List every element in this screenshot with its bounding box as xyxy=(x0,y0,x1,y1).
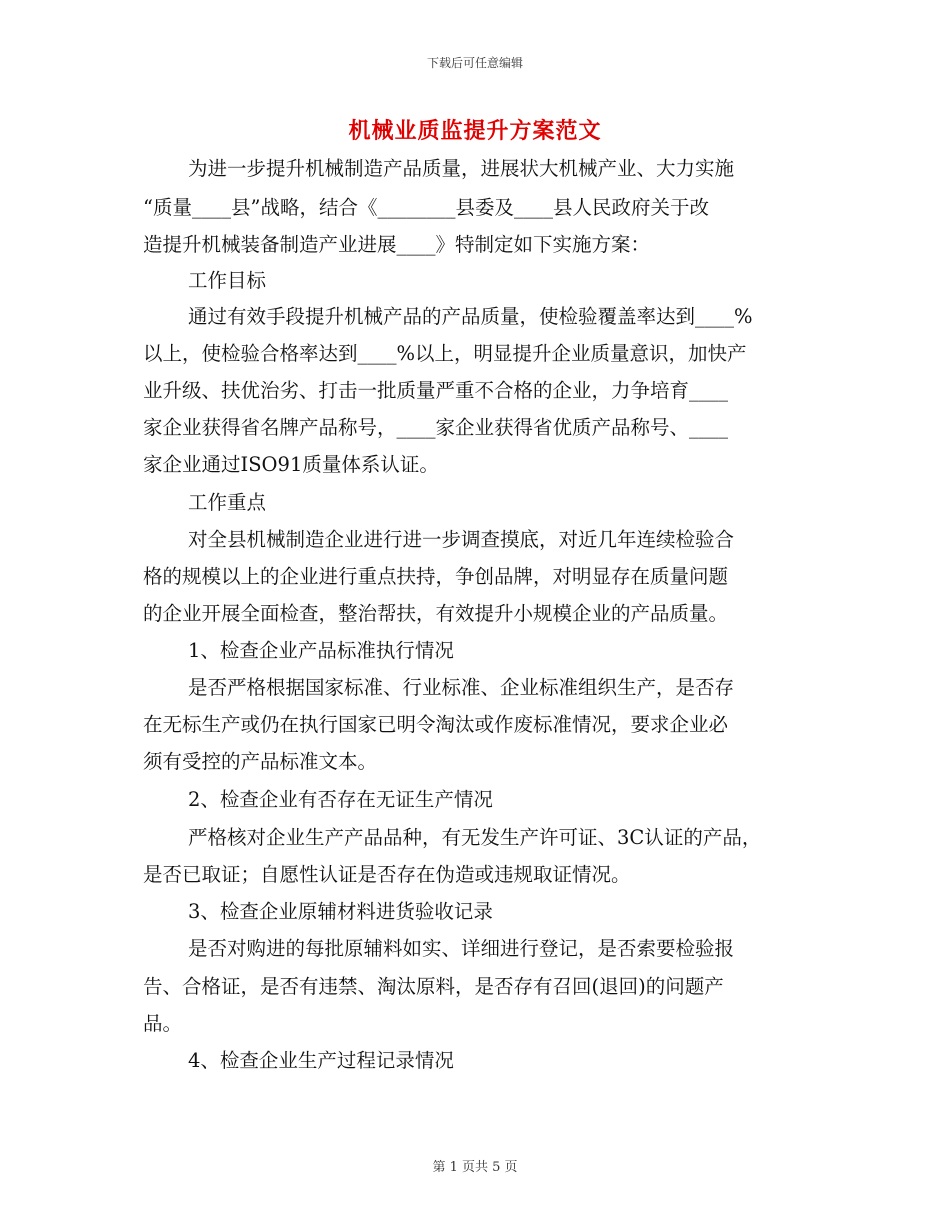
body-line: 造提升机械装备制造产业进展____》特制定如下实施方案： xyxy=(143,233,651,256)
body-line: 须有受控的产品标准文本。 xyxy=(143,750,378,773)
body-line: 对全县机械制造企业进行进一步调查摸底，对近几年连续检验合 xyxy=(188,528,735,551)
subheading-2: 2、检查企业有否存在无证生产情况 xyxy=(188,788,493,811)
body-line: 是否已取证；自愿性认证是否存在伪造或违规取证情况。 xyxy=(143,863,631,886)
subheading-3: 3、检查企业原辅材料进货验收记录 xyxy=(188,900,493,923)
body-line: 告、合格证，是否有违禁、淘汰原料，是否存有召回(退回)的问题产 xyxy=(143,975,724,998)
body-line: 以上，使检验合格率达到____%以上，明显提升企业质量意识，加快产 xyxy=(143,342,747,365)
page-footer: 第 1 页共 5 页 xyxy=(432,1160,518,1175)
subheading-1: 1、检查企业产品标准执行情况 xyxy=(188,639,454,662)
section-heading-focus: 工作重点 xyxy=(188,491,267,514)
body-line: 严格核对企业生产产品品种，有无发生产许可证、3C认证的产品， xyxy=(188,826,762,849)
subheading-4: 4、检查企业生产过程记录情况 xyxy=(188,1049,454,1072)
body-line: 是否对购进的每批原辅料如实、详细进行登记，是否索要检验报 xyxy=(188,937,735,960)
body-line: 为进一步提升机械制造产品质量，进展状大机械产业、大力实施 xyxy=(188,157,735,180)
page-header: 下载后可任意编辑 xyxy=(426,56,523,70)
body-line: 品。 xyxy=(143,1012,183,1035)
body-line: 是否严格根据国家标准、行业标准、企业标准组织生产，是否存 xyxy=(188,676,735,699)
section-heading-goal: 工作目标 xyxy=(188,269,267,292)
body-line: 业升级、扶优治劣、打击一批质量严重不合格的企业，力争培育____ xyxy=(143,379,729,402)
body-line: 家企业获得省名牌产品称号，____家企业获得省优质产品称号、____ xyxy=(143,416,729,439)
body-line: 通过有效手段提升机械产品的产品质量，使检验覆盖率达到____% xyxy=(188,305,753,328)
body-line: 在无标生产或仍在执行国家已明令淘汰或作废标准情况，要求企业必 xyxy=(143,713,729,736)
body-line: 家企业通过ISO91质量体系认证。 xyxy=(143,453,439,476)
body-line: 的企业开展全面检查，整治帮扶，有效提升小规模企业的产品质量。 xyxy=(143,602,729,625)
document-title: 机械业质监提升方案范文 xyxy=(348,118,602,144)
body-line: “质量____县”战略，结合《________县委及____县人民政府关于改 xyxy=(143,196,709,219)
body-line: 格的规模以上的企业进行重点扶持，争创品牌，对明显存在质量问题 xyxy=(143,565,729,588)
